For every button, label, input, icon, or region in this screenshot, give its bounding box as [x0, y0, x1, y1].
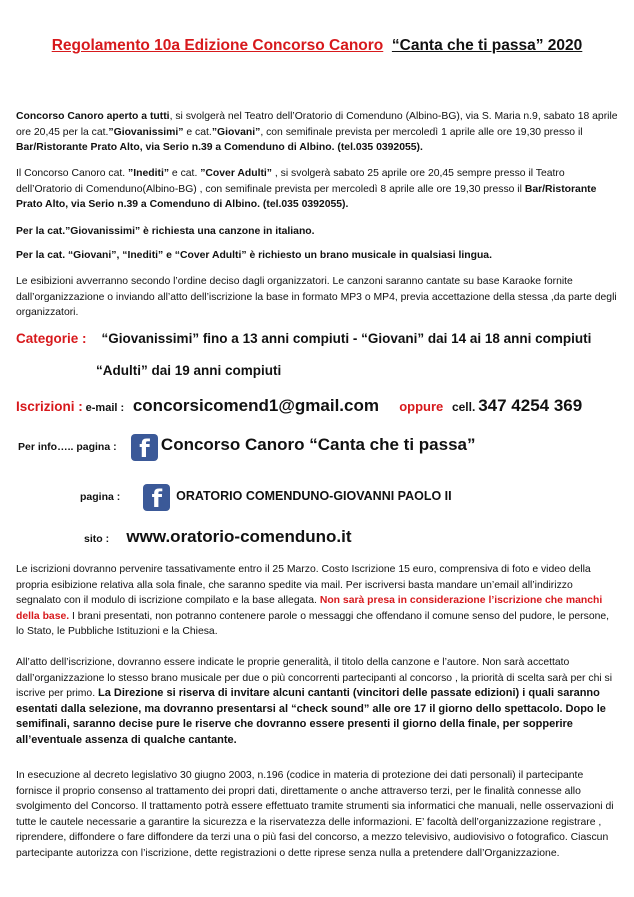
text-bold: Bar/Ristorante Prato Alto, via Serio n.39 a Comenduno di Albino. (tel.035 0392055). [16, 142, 423, 153]
paragraph-iscrizioni [16, 562, 620, 640]
info-row-1 [18, 430, 476, 463]
text: , con semifinale prevista per mercoledì 1 aprile alle ore 19,30 presso il [260, 126, 583, 138]
cell-number: 347 4254 369 [478, 396, 583, 415]
info-row-3 [84, 524, 352, 553]
categorie-label: Categorie : [16, 331, 87, 346]
sito-label: sito : [84, 533, 110, 545]
text-bold: Bar/Ristorante Prato Alto, via Serio n.39 a Comenduno di Albino. (tel.035 0392055). [16, 183, 597, 210]
email-link[interactable]: concorsicomend1@gmail.com [132, 396, 379, 415]
paragraph-adulti [16, 166, 620, 213]
paragraph-privacy [16, 768, 620, 861]
paragraph-giovani [16, 109, 620, 156]
facebook-page-oratorio[interactable]: ORATORIO COMENDUNO-GIOVANNI PAOLO II [176, 489, 452, 503]
categorie-row-2 [96, 361, 281, 381]
facebook-icon[interactable]: f [131, 434, 158, 461]
text: Le esibizioni avverranno secondo l’ordine deciso dagli organizzatori. Le canzoni saranno cantate su base Karaoke fornite dall’organizzazione o inviando all’atto dell’iscrizione la base in formato MP3 o MP4, previa accettazione della stessa ,da parte degli organizzatori. [16, 276, 617, 318]
text-bold: Concorso Canoro aperto a tutti [16, 111, 170, 122]
text: All’atto dell’iscrizione, dovranno essere indicate le proprie generalità, il titolo della canzone e l’autore. Non sarà accettato dall’organizzazione lo stesso brano musicale per due o più concorrenti partecipanti al concorso , la priorità di scelta sarà per chi si iscrive per primo. [16, 657, 613, 699]
text: Il Concorso Canoro cat. [16, 168, 129, 179]
cell-label: cell. [451, 400, 476, 414]
categorie-adulti: “Adulti” dai 19 anni compiuti [96, 363, 282, 378]
paragraph-generalita [16, 655, 620, 748]
text: e cat. [183, 126, 212, 138]
text-bold: ”Inediti” [128, 168, 170, 179]
iscrizioni-row [16, 394, 582, 421]
text: I brani presentati, non potranno contenere parole o messaggi che offendano il comune senso del pudore, le persone, lo Stato, le Pubbliche Istituzioni e la Chiesa. [16, 610, 610, 637]
text: e cat. [169, 168, 201, 179]
text-bold: ”Cover Adulti” [200, 168, 272, 179]
text: , si svolgerà nel Teatro dell’Oratorio di Comenduno (Albino-BG), via S. Maria n.9, sabato 18 aprile ore 20,45 per la cat. [16, 111, 618, 138]
categorie-giovani: “Giovanissimi” fino a 13 anni compiuti - “Giovani” dai 14 ai 18 anni compiuti [101, 331, 592, 346]
website-link[interactable]: www.oratorio-comenduno.it [126, 527, 352, 546]
text: , si svolgerà sabato 25 aprile ore 20,45 sempre presso il Teatro dell’Oratorio di Comenduno(Albino-BG) , con semifinale prevista per mercoledì 8 aprile alle ore 19,30 presso il [16, 168, 565, 195]
facebook-icon[interactable]: f [143, 484, 170, 511]
pagina-label: pagina : [80, 491, 121, 503]
text: In esecuzione al decreto legislativo 30 giugno 2003, n.196 (codice in materia di protezione dei dati personali) il partecipante fornisce il proprio consenso al trattamento dei propri dati, direttamente o anche attraverso terzi, per le finalità connesse allo svolgimento del Concorso. Il trattamento potrà essere effettuato tramite strumenti sia informatici che manuali, nelle osservazioni di tutte le cautele necessarie a garantire la sicurezza e la riservatezza delle informazioni. E’ facoltà dell’organizzazione registrare , riprendere, diffondere o fare diffondere da terzi una o più fasi del concorso, a mezzo televisivo, audiovisivo o fotografico. Ciascun partecipante autorizza con l’iscrizione, dette registrazioni o dette riprese senza nulla a pretendere dall’Organizzazione. [16, 770, 614, 859]
page-title [0, 36, 634, 56]
text-bold: Per la cat.”Giovanissimi” è richiesta una canzone in italiano. [16, 226, 315, 237]
info-row-2 [80, 481, 452, 513]
iscrizioni-label: Iscrizioni : [16, 399, 83, 414]
text-warning: Non sarà presa in considerazione l’iscrizione che manchi della base. [16, 595, 603, 622]
text-bold: ”Giovanissimi” [108, 126, 184, 138]
title-subtitle: “Canta che ti passa” 2020 [391, 37, 583, 54]
paragraph-esibizioni [16, 274, 620, 321]
oppure-text: oppure [399, 399, 444, 414]
facebook-page-concorso[interactable]: Concorso Canoro “Canta che ti passa” [160, 435, 476, 454]
email-label: e-mail : [85, 402, 125, 414]
text-bold: ”Giovani” [211, 126, 261, 138]
title-main: Regolamento 10a Edizione Concorso Canoro [51, 37, 384, 54]
paragraph-lingua-italiano [16, 224, 620, 240]
categorie-row-1 [16, 329, 591, 349]
text-bold: La Direzione si riserva di invitare alcuni cantanti (vincitori delle passate edizioni) i quali saranno esentati dalla selezione, ma dovranno presentarsi al “check sound” alle ore 17 il giorno dello spettacolo. Dopo le semifinali, saranno decise pure le riserve che dovranno essere presenti il giorno della finale, per sopperire all’eventuale assenza di qualche cantante. [16, 687, 606, 746]
text: Le iscrizioni dovranno pervenire tassativamente entro il 25 Marzo. Costo Iscrizione 15 euro, comprensiva di foto e video della propria esibizione relativa alla sola finale, che saranno spedite via mail. Per iscriversi basta mandare un’email all’indirizzo segnalato con il modulo di iscrizione compilato e la base allegata. [16, 564, 591, 606]
info-label: Per info….. pagina : [18, 441, 117, 453]
paragraph-lingua-qualsiasi [16, 248, 620, 264]
text-bold: Per la cat. “Giovani”, “Inediti” e “Cover Adulti” è richiesto un brano musicale in qualsiasi lingua. [16, 250, 492, 261]
